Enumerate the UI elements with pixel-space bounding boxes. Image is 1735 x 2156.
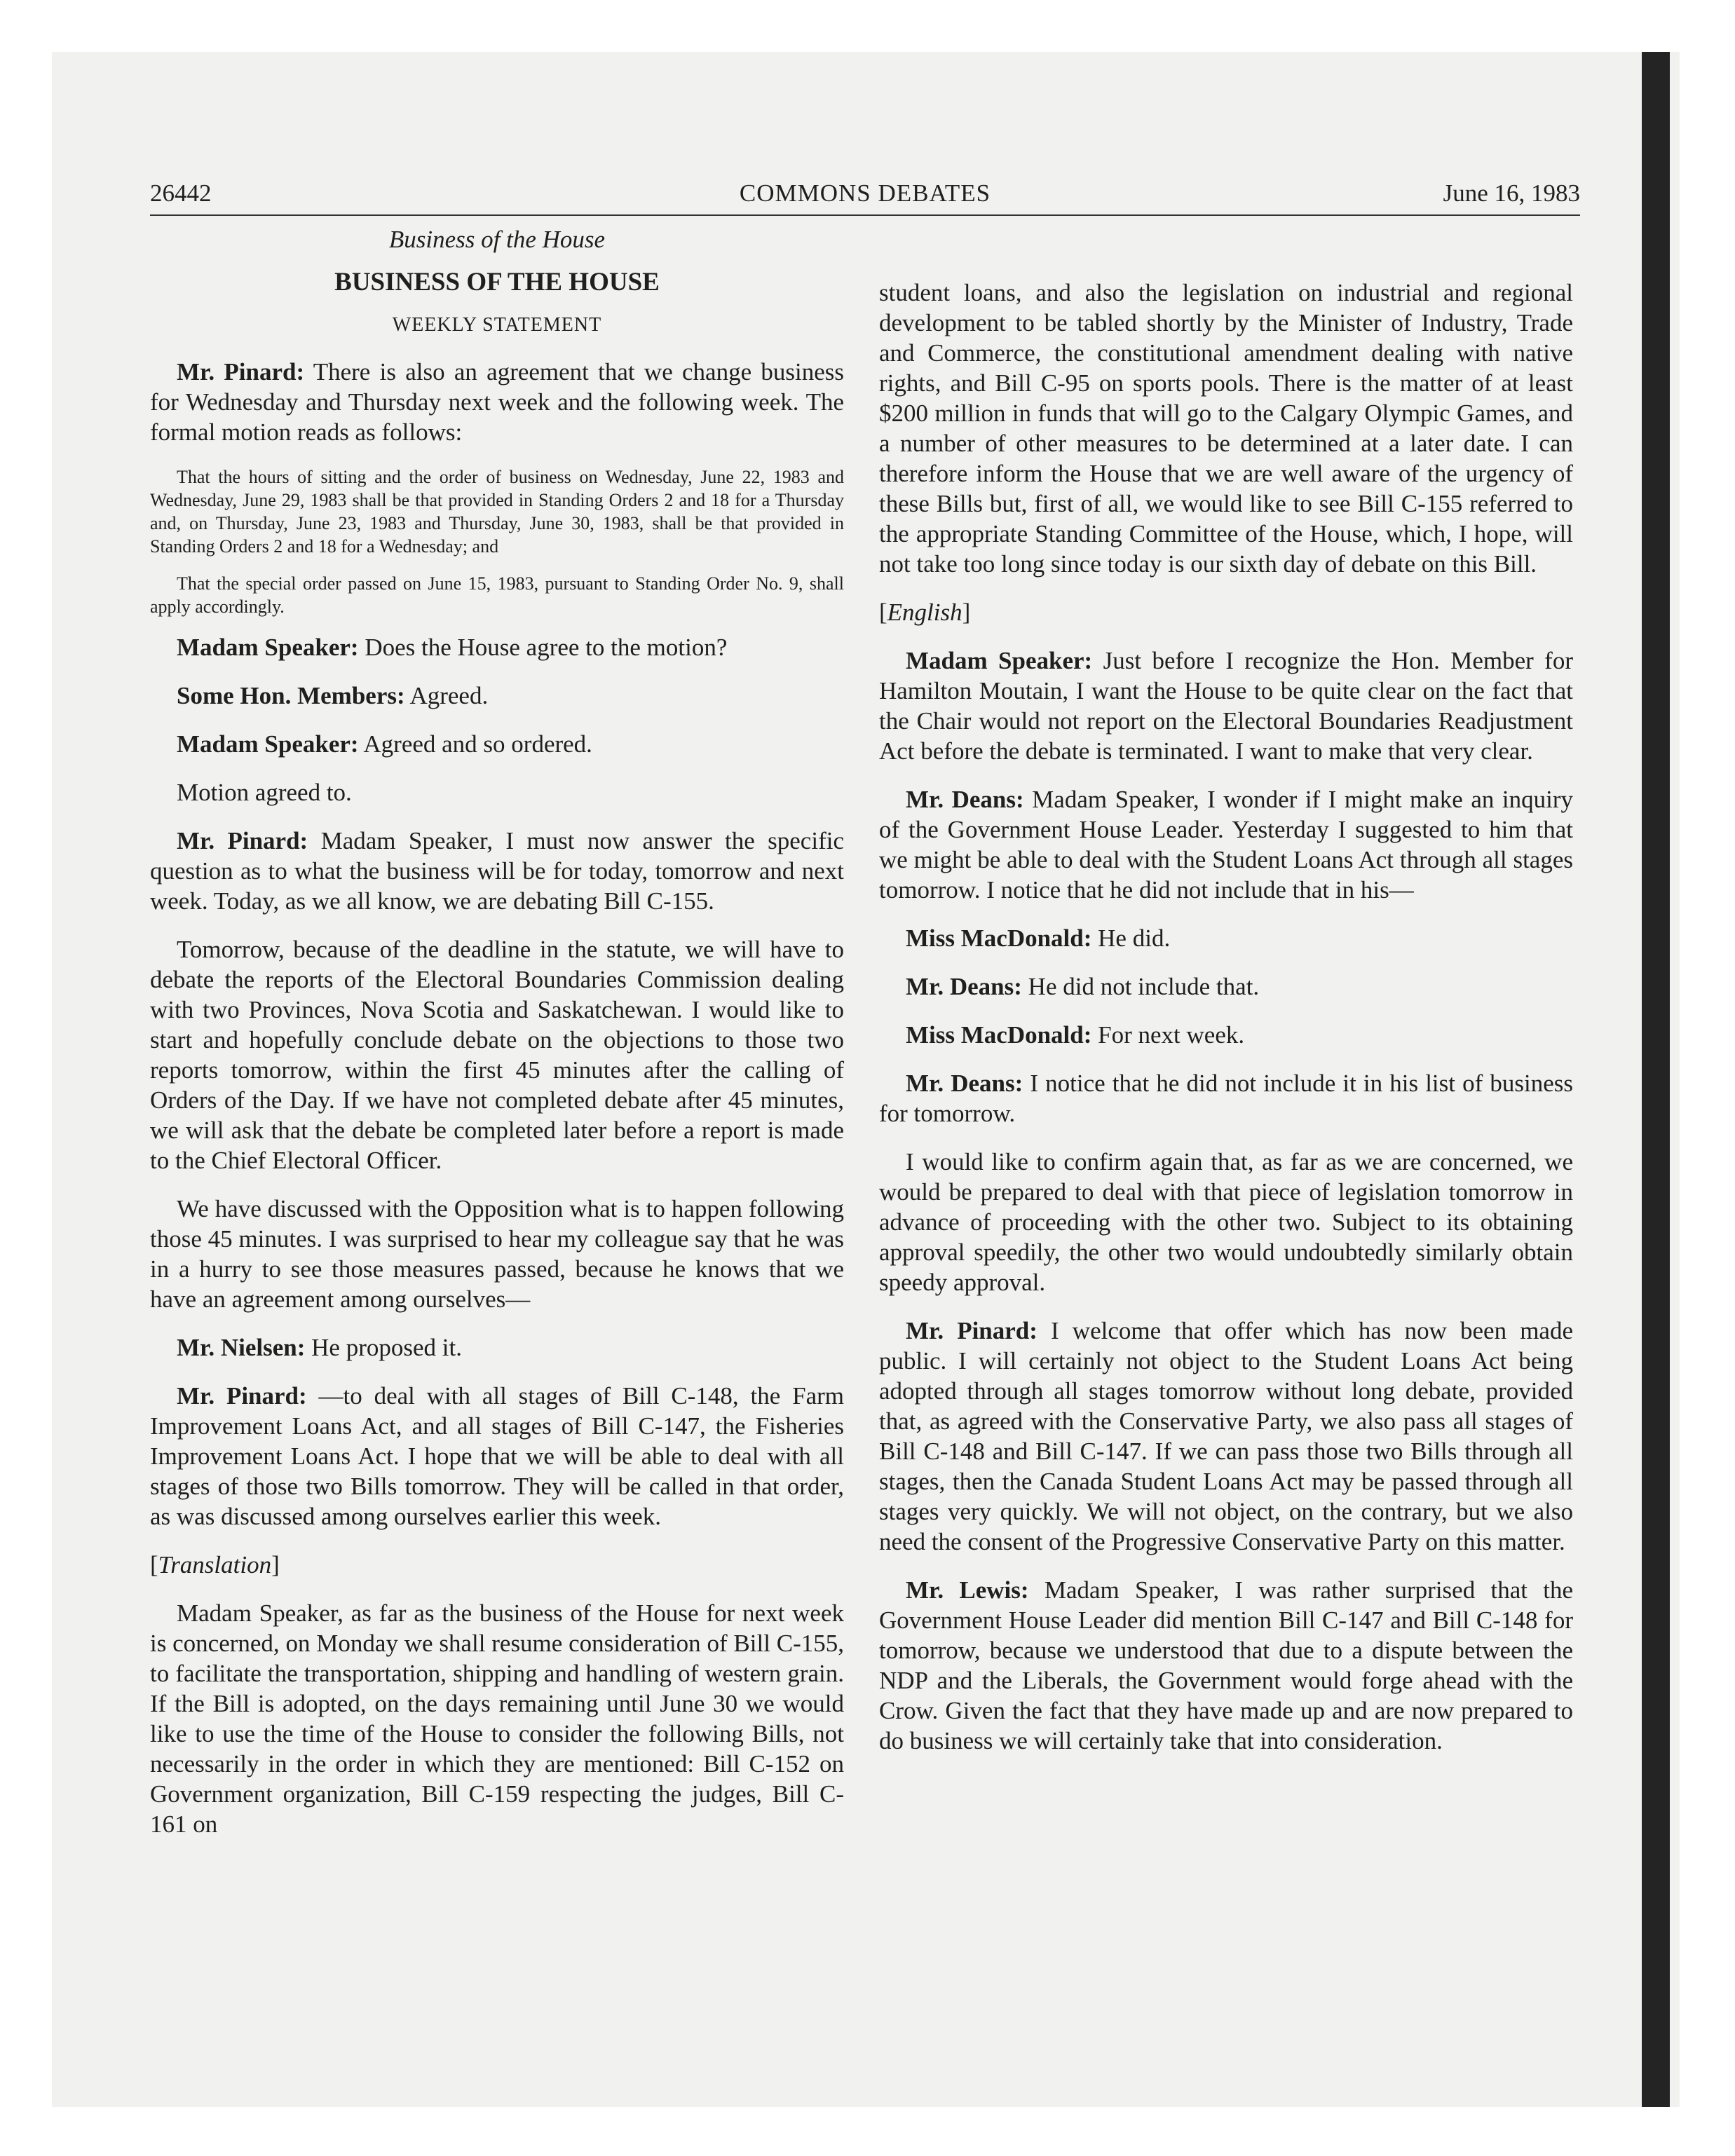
section-running-title: Business of the House xyxy=(388,226,606,253)
motion-quote: That the hours of sitting and the order of business on Wednesday, June 22, 1983 and Wednesday, June 29, 1983 shall be that provided in Standing Orders 2 and 18 for a Thursday and, on Thursday, June 23, 1983 and Thursday, June 30, 1983, shall be that provided in Standing Orders 2 and 18 for a Wednesday; and xyxy=(150,467,844,557)
speech-text: Agreed. xyxy=(404,682,489,709)
paragraph xyxy=(150,357,844,447)
paragraph: student loans, and also the legislation on industrial and regional development to be tabled shortly by the Minister of Industry, Trade and Commerce, the constitutional amendment dealing with native rights, and Bill C-95 on sports pools. There is the matter of at least $200 million in funds that will go to the Calgary Olympic Games, and a number of other measures to be determined at a later date. I can therefore inform the House that we are well aware of the urgency of these Bills but, first of all, we would like to see Bill C-155 referred to the appropriate Standing Committee of the House, which, I hope, will not take too long since today is our sixth day of debate on this Bill. xyxy=(879,279,1573,578)
speech-text: —to deal with all stages of Bill C-148, the Farm Improvement Loans Act, and all stages of Bill C-147, the Fisheries Improvement Loans Act. I hope that we will be able to deal with all stages of those two Bills tomorrow. They will be called in that order, as was discussed among ourselves earlier this week. xyxy=(150,1382,844,1530)
paragraph xyxy=(879,923,1573,953)
paragraph xyxy=(879,971,1573,1002)
speech-text: There is also an agreement that we change business for Wednesday and Thursday next week and the following week. The formal motion reads as follows: xyxy=(150,358,844,446)
speaker-name: Mr. Nielsen: xyxy=(177,1334,306,1361)
paragraph xyxy=(879,1575,1573,1756)
speaker-name: Mr. Pinard: xyxy=(177,1382,307,1410)
left-column xyxy=(150,224,844,1857)
speech-text: I notice that he did not include it in his list of business for tomorrow. xyxy=(879,1070,1573,1127)
paragraph xyxy=(879,1068,1573,1128)
language-marker: [ Translation ] xyxy=(150,1550,844,1580)
paragraph: Tomorrow, because of the deadline in the statute, we will have to debate the reports of the Electoral Boundaries Commission dealing with two Provinces, Nova Scotia and Saskatchewan. I would like to start and hopefully conclude debate on the objections to those two reports tomorrow, within the first 45 minutes after the calling of Orders of the Day. If we have not completed debate after 45 minutes, we will ask that the debate be completed later before a report is made to the Chief Electoral Officer. xyxy=(150,936,844,1174)
motion-quote: That the special order passed on June 15, 1983, pursuant to Standing Order No. 9, shall apply accordingly. xyxy=(150,573,844,617)
right-column xyxy=(879,278,1573,1774)
paragraph xyxy=(879,1316,1573,1557)
paragraph xyxy=(879,1020,1573,1050)
speaker-name: Mr. Pinard: xyxy=(177,827,308,854)
speaker-name: Madam Speaker: xyxy=(906,647,1093,674)
speaker-name: Mr. Pinard: xyxy=(177,358,305,386)
section-heading: BUSINESS OF THE HOUSE xyxy=(334,268,660,296)
speech-text: Agreed and so ordered. xyxy=(358,730,592,758)
section-subheading: WEEKLY STATEMENT xyxy=(392,314,602,336)
scan-edge-bar xyxy=(1642,52,1670,2107)
paragraph xyxy=(150,1332,844,1363)
paragraph xyxy=(150,826,844,916)
speaker-name: Mr. Deans: xyxy=(906,1070,1023,1097)
speaker-name: Some Hon. Members: xyxy=(177,682,405,709)
speaker-name: Mr. Pinard: xyxy=(906,1317,1037,1344)
speaker-name: Madam Speaker: xyxy=(177,730,359,758)
paragraph xyxy=(150,1381,844,1531)
speaker-name: Miss MacDonald: xyxy=(906,1021,1092,1049)
paragraph: I would like to confirm again that, as far as we are concerned, we would be prepared to deal with that piece of legislation tomorrow in advance of proceeding with the other two. Subject to its obtaining approval speedily, the other two would undoubtedly similarly obtain speedy approval. xyxy=(879,1148,1573,1296)
speech-text: He did not include that. xyxy=(1021,973,1260,1000)
speech-text: Madam Speaker, I wonder if I might make an inquiry of the Government House Leader. Yesterday I suggested to him that we might be able to deal with the Student Loans Act through all stages tomorrow. I notice that he did not include that in his— xyxy=(879,786,1573,903)
speaker-name: Mr. Lewis: xyxy=(906,1576,1029,1604)
speaker-name: Mr. Deans: xyxy=(906,786,1024,813)
speaker-name: Mr. Deans: xyxy=(906,973,1022,1000)
paragraph: Motion agreed to. xyxy=(177,779,352,806)
paragraph xyxy=(150,681,844,711)
speaker-name: Miss MacDonald: xyxy=(906,925,1092,952)
speaker-name: Madam Speaker: xyxy=(177,634,359,661)
speech-text: Does the House agree to the motion? xyxy=(358,634,728,661)
paragraph: Madam Speaker, as far as the business of the House for next week is concerned, on Monday we shall resume consideration of Bill C-155, to facilitate the transportation, shipping and handling of western grain. If the Bill is adopted, on the days remaining until June 30 we would like to use the time of the House to consider the following Bills, not necessarily in the order in which they are mentioned: Bill C-152 on Government organization, Bill C-159 respecting the judges, Bill C-161 on xyxy=(150,1599,844,1838)
speech-text: Just before I recognize the Hon. Member for Hamilton Moutain, I want the House to be quite clear on the fact that the Chair would not report on the Electoral Boundaries Readjustment Act before the debate is terminated. I want to make that very clear. xyxy=(879,647,1573,765)
speech-text: He did. xyxy=(1091,925,1171,952)
page-number: 26442 xyxy=(150,179,212,207)
paragraph xyxy=(150,729,844,759)
speech-text: I welcome that offer which has now been made public. I will certainly not object to the Student Loans Act being adopted through all stages tomorrow without long debate, provided that, as agreed with the Conservative Party, we also pass all stages of Bill C-148 and Bill C-147. If we can pass those two Bills through all stages, then the Canada Student Loans Act may be passed through all stages very quickly. We will not object, on the contrary, but we also need the consent of the Progressive Conservative Party on this matter. xyxy=(879,1317,1573,1555)
speech-text: He proposed it. xyxy=(305,1334,462,1361)
paragraph xyxy=(879,784,1573,905)
paragraph xyxy=(879,646,1573,766)
page-header xyxy=(150,179,1580,216)
page-date: June 16, 1983 xyxy=(1443,179,1580,207)
speech-text: Madam Speaker, I was rather surprised that the Government House Leader did mention Bill C-147 and Bill C-148 for tomorrow, because we understood that due to a dispute between the NDP and the Liberals, the Government would forge ahead with the Crow. Given the fact that they have made up and are now prepared to do business we will certainly take that into consideration. xyxy=(879,1576,1573,1754)
paragraph xyxy=(150,632,844,662)
paragraph: We have discussed with the Opposition what is to happen following those 45 minutes. I was surprised to hear my colleague say that he was in a hurry to see those measures passed, because he knows that we have an agreement among ourselves— xyxy=(150,1195,844,1313)
speech-text: Madam Speaker, I must now answer the specific question as to what the business will be for today, tomorrow and next week. Today, as we all know, we are debating Bill C-155. xyxy=(150,827,844,915)
speech-text: For next week. xyxy=(1091,1021,1245,1049)
language-marker: [ English ] xyxy=(879,597,1573,627)
publication-title: COMMONS DEBATES xyxy=(739,179,991,207)
